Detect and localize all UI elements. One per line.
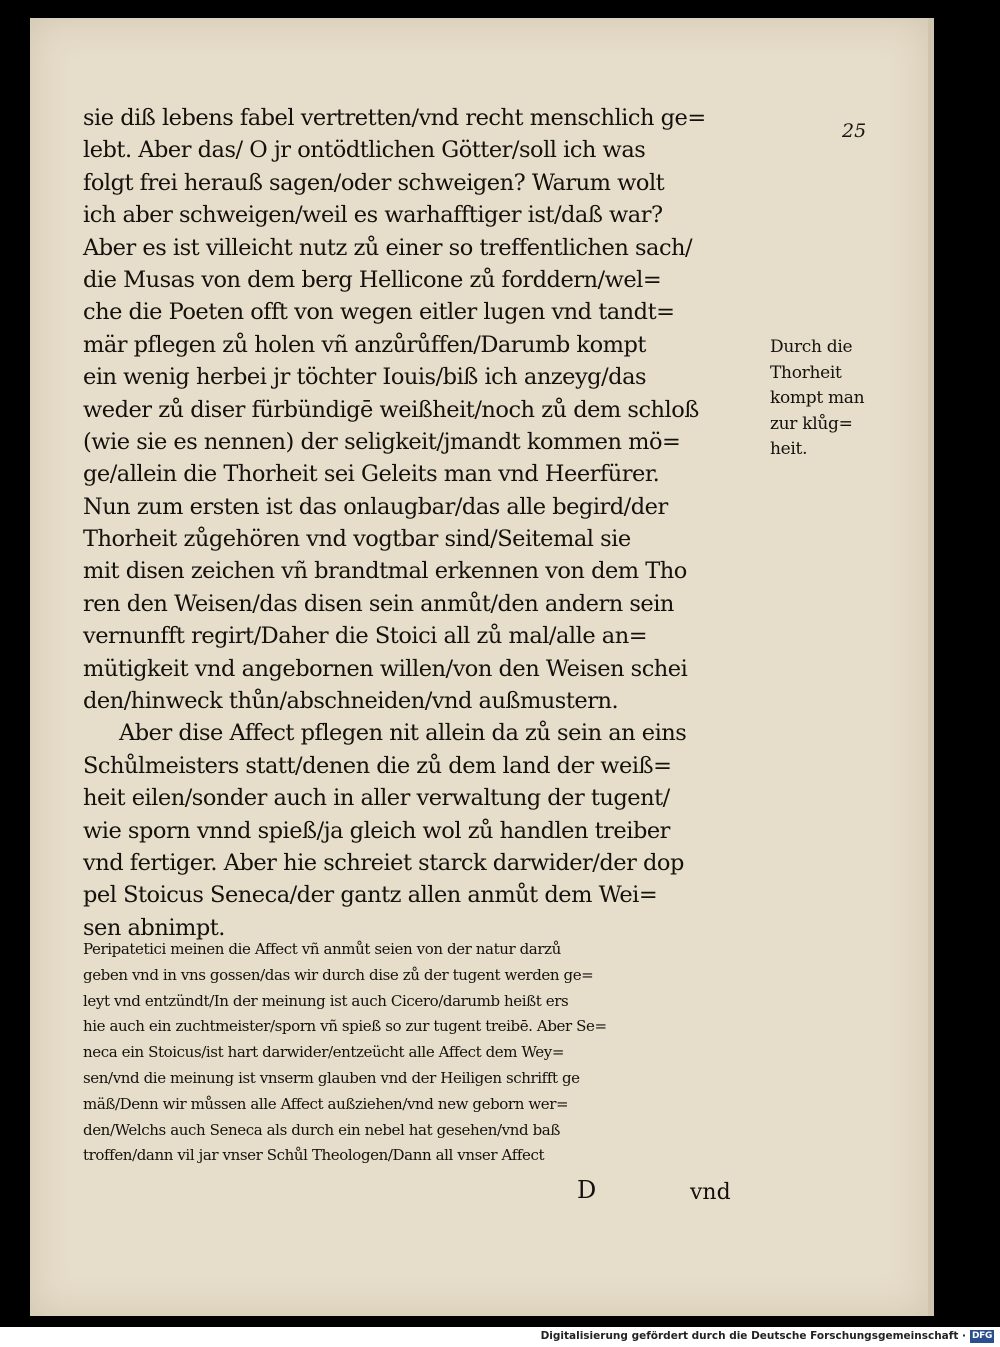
main-text-line: den/hinweck thůn/abschneiden/vnd außmustern. (83, 688, 619, 715)
commentary-line: Peripatetici meinen die Affect vñ anmůt seien von der natur darzů (83, 940, 561, 958)
main-text-line: che die Poeten offt von wegen eitler lugen vnd tandt= (83, 299, 675, 326)
main-text-line: lebt. Aber das/ O jr ontödtlichen Götter/soll ich was (83, 137, 646, 164)
commentary-line: geben vnd in vns gossen/das wir durch dise zů der tugent werden ge= (83, 965, 594, 984)
main-text-line: heit eilen/sonder auch in aller verwaltung der tugent/ (83, 785, 670, 812)
commentary-line: neca ein Stoicus/ist hart darwider/entzeücht alle Affect dem Wey= (83, 1043, 564, 1062)
commentary-line: sen/vnd die meinung ist vnserm glauben vnd der Heiligen schrifft ge (83, 1068, 580, 1087)
page-number: 25 (842, 120, 867, 142)
dfg-logo: DFG (971, 1331, 993, 1341)
marginal-note-line: zur klůg= (770, 413, 853, 434)
page-edge (928, 18, 934, 1316)
commentary-line: mäß/Denn wir můssen alle Affect außziehen/vnd new geborn wer= (83, 1094, 569, 1113)
commentary-line: den/Welchs auch Seneca als durch ein nebel hat gesehen/vnd baß (83, 1120, 560, 1139)
main-text-line: ein wenig herbei jr töchter Iouis/biß ich anzeyg/das (83, 364, 647, 391)
main-text-line: Thorheit zůgehören vnd vogtbar sind/Seitemal sie (83, 526, 631, 553)
main-text-line: die Musas von dem berg Hellicone zů forddern/wel= (83, 266, 662, 293)
main-text-line: vernunfft regirt/Daher die Stoici all zů mal/alle an= (83, 623, 648, 650)
marginal-note-line: kompt man (770, 388, 865, 408)
commentary-line: leyt vnd entzündt/In der meinung ist auch Cicero/darumb heißt ers (83, 991, 569, 1010)
main-text-line: pel Stoicus Seneca/der gantz allen anmůt dem Wei= (83, 882, 658, 909)
main-text-line: ich aber schweigen/weil es warhafftiger ist/daß war? (83, 202, 663, 229)
main-text-line: mütigkeit vnd angebornen willen/von den Weisen schei (83, 655, 688, 682)
commentary-block (83, 937, 755, 1169)
marginal-note-line: heit. (770, 439, 808, 459)
main-text-line: mit disen zeichen vñ brandtmal erkennen von dem Tho (83, 558, 687, 585)
footer-credit: Digitalisierung gefördert durch die Deutsche Forschungsgemeinschaft · (540, 1330, 966, 1342)
main-text-block (83, 102, 755, 944)
main-text-line: weder zů diser fürbündigē weißheit/noch zů dem schloß (83, 396, 699, 423)
main-text-line: Aber dise Affect pflegen nit allein da zů sein an eins (119, 720, 687, 747)
main-text-line: vnd fertiger. Aber hie schreiet starck darwider/der dop (83, 849, 684, 876)
main-text-line: Nun zum ersten ist das onlaugbar/das alle begird/der (83, 493, 668, 520)
main-text-line: wie sporn vnnd spieß/ja gleich wol zů handlen treiber (83, 817, 670, 844)
catchword: vnd (690, 1180, 731, 1205)
commentary-line: troffen/dann vil jar vnser Schůl Theologen/Dann all vnser Affect (83, 1146, 545, 1165)
commentary-line: hie auch ein zuchtmeister/sporn vñ spieß so zur tugent treibē. Aber Se= (83, 1017, 607, 1036)
marginal-note-line: Thorheit (770, 362, 842, 383)
signature-mark: D (577, 1176, 597, 1204)
main-text-line: folgt frei herauß sagen/oder schweigen? Warum wolt (83, 169, 665, 196)
main-text-line: mär pflegen zů holen vñ anzůrůffen/Darumb kompt (83, 331, 646, 358)
main-text-line: ge/allein die Thorheit sei Geleits man vnd Heerfürer. (83, 461, 660, 488)
marginal-note-line: Durch die (770, 337, 853, 357)
main-text-line: sen abnimpt. (83, 914, 225, 941)
main-text-line: ren den Weisen/das disen sein anmůt/den andern sein (83, 590, 674, 617)
main-text-line: Aber es ist villeicht nutz zů einer so treffentlichen sach/ (83, 234, 693, 261)
footer-bar (0, 1327, 1000, 1347)
marginal-note (770, 335, 900, 463)
main-text-line: sie diß lebens fabel vertretten/vnd recht menschlich ge= (83, 105, 706, 131)
main-text-line: Schůlmeisters statt/denen die zů dem land der weiß= (83, 752, 672, 779)
main-text-line: (wie sie es nennen) der seligkeit/jmandt kommen mö= (83, 428, 681, 455)
